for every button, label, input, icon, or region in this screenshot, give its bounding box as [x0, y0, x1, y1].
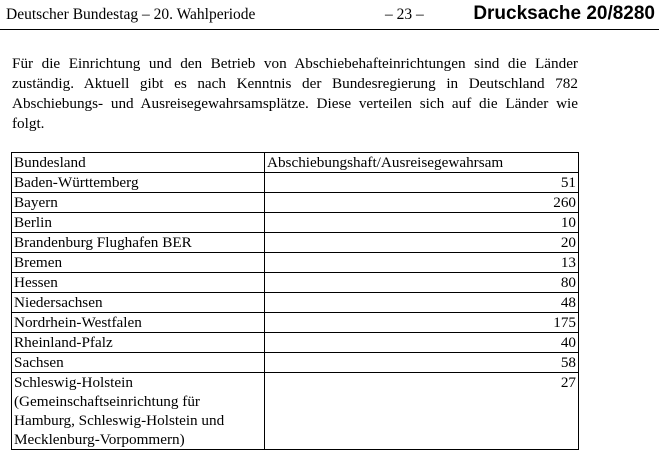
row-land: Baden-Württemberg: [12, 173, 265, 193]
row-land: Niedersachsen: [12, 293, 265, 313]
table-row: [12, 293, 579, 313]
row-value: 10: [265, 213, 579, 233]
table-row: [12, 313, 579, 333]
header-page-number: – 23 –: [385, 6, 424, 23]
row-value: 260: [265, 193, 579, 213]
row-value: 80: [265, 273, 579, 293]
page-header: [0, 0, 659, 30]
header-rule: [0, 29, 659, 30]
row-land: Berlin: [12, 213, 265, 233]
row-value: 48: [265, 293, 579, 313]
table-row: [12, 253, 579, 273]
detention-places-table: [11, 152, 579, 450]
table-row: [12, 193, 579, 213]
header-places: Abschiebungshaft/Ausreisegewahrsam: [265, 153, 579, 173]
row-value: 13: [265, 253, 579, 273]
table-row: [12, 233, 579, 253]
table-row: [12, 333, 579, 353]
table-row: [12, 273, 579, 293]
row-value: 175: [265, 313, 579, 333]
row-land: Schleswig-Holstein (Gemeinschaftseinrichtung für Hamburg, Schleswig-Holstein und Mecklenburg-Vorpommern): [12, 373, 265, 450]
row-land: Bayern: [12, 193, 265, 213]
row-land: Bremen: [12, 253, 265, 273]
header-document-number: Drucksache 20/8280: [473, 3, 655, 24]
table-row: [12, 173, 579, 193]
table-header-row: [12, 153, 579, 173]
row-value: 40: [265, 333, 579, 353]
table-row: [12, 373, 579, 450]
header-bundesland: Bundesland: [12, 153, 265, 173]
row-land: Rheinland-Pfalz: [12, 333, 265, 353]
row-value: 51: [265, 173, 579, 193]
table-row: [12, 213, 579, 233]
row-land: Sachsen: [12, 353, 265, 373]
row-value: 20: [265, 233, 579, 253]
header-publication: Deutscher Bundestag – 20. Wahlperiode: [6, 6, 256, 23]
row-value: 27: [265, 373, 579, 450]
row-value: 58: [265, 353, 579, 373]
row-land: Brandenburg Flughafen BER: [12, 233, 265, 253]
table-row: [12, 353, 579, 373]
row-land: Nordrhein-Westfalen: [12, 313, 265, 333]
intro-paragraph: Für die Einrichtung und den Betrieb von Abschiebehafteinrichtungen sind die Länder zuständig. Aktuell gibt es nach Kenntnis der Bundesregierung in Deutschland 782 Abschiebungs- und Ausreisegewahrsamsplätze. Diese verteilen sich auf die Länder wie folgt.: [12, 55, 578, 132]
row-land: Hessen: [12, 273, 265, 293]
